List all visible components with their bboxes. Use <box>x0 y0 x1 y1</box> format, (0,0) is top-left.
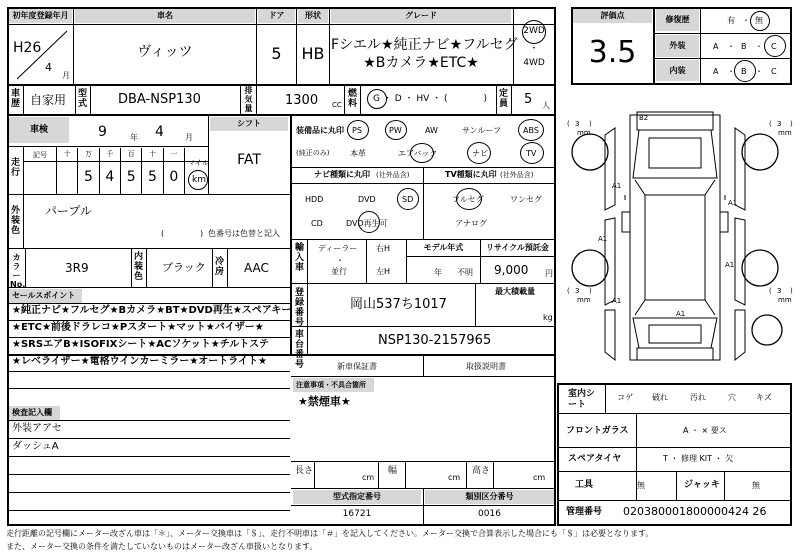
tire-open: ( <box>567 287 570 295</box>
color-note: 色番号は色替と記入 <box>208 229 280 238</box>
inspector-line: ダッシュA <box>12 441 59 452</box>
management-label: 管理番号 <box>566 507 603 517</box>
tire-unit: mm <box>577 296 591 304</box>
navi-sd: SD <box>402 195 414 204</box>
tire-close: ) <box>589 287 592 295</box>
drive-4wd: 4WD <box>523 58 545 68</box>
tire-depth: 3 <box>777 120 782 128</box>
ext-grade-dot: ・ <box>755 42 763 51</box>
color-note-paren-right: ) <box>200 229 204 238</box>
mileage-digit: 5 <box>148 169 157 185</box>
ext-grade-dot: ・ <box>727 42 735 51</box>
windshield-options: A ・ × 要ス <box>683 426 727 435</box>
interior-sheet-label: 室内シート <box>568 389 596 410</box>
equip-sunroof: サンルーフ <box>462 126 501 135</box>
mileage-digit-header: 万 <box>84 150 92 158</box>
type-no-label: 型式指定番号 <box>293 490 421 504</box>
tire-close: ) <box>589 120 592 128</box>
shift-label: シフト <box>210 117 288 131</box>
mileage-digit-col <box>164 148 185 194</box>
drive-dot: ・ <box>529 44 539 54</box>
tire-open: ( <box>769 120 772 128</box>
recycle-label: リサイクル預託金 <box>486 243 549 252</box>
interior-color-label: 内装色 <box>133 252 143 282</box>
import-parallel: 並行 <box>331 267 347 276</box>
capacity: 5 <box>524 92 533 107</box>
model-year-unit: 年 <box>434 268 442 277</box>
fuel-label: 燃料 <box>347 89 357 109</box>
damage-a1: A1 <box>728 199 738 207</box>
mileage-digit: 0 <box>169 169 179 185</box>
sheet-option: 汚れ <box>690 393 706 402</box>
class-no: 0016 <box>478 509 501 519</box>
navi-hdd: HDD <box>305 195 324 204</box>
tv-label: TV種類に丸印 <box>445 170 497 179</box>
jack-value: 無 <box>752 481 760 490</box>
car-name: ヴィッツ <box>137 44 193 60</box>
model-label: 型式 <box>77 89 87 109</box>
sheet-option: コゲ <box>617 393 633 402</box>
mileage-digit: 5 <box>126 169 136 185</box>
spare-tire-label: スペアタイヤ <box>568 454 622 464</box>
tire-close: ) <box>790 287 793 295</box>
recycle: 9,000 <box>494 263 529 277</box>
model-year-label: モデル年式 <box>423 243 464 252</box>
equip-airbag: エアバック <box>398 149 438 158</box>
model-year-unknown: 不明 <box>457 268 473 277</box>
inspector-line: 外装アアセ <box>12 423 62 434</box>
navi-dvd: DVD <box>358 195 376 204</box>
mileage-label: 走行 <box>10 158 20 178</box>
inspector-label: 検査記入欄 <box>9 406 60 420</box>
first-reg-month: 4 <box>45 61 52 74</box>
exterior-color: パープル <box>45 204 92 218</box>
int-grade-b: B <box>741 67 747 76</box>
tools-value: 無 <box>637 481 645 490</box>
jack-label: ジャッキ <box>684 480 720 490</box>
height-unit: cm <box>533 473 546 482</box>
equipment-sublabel: (純正のみ) <box>296 149 330 157</box>
color-no-label: カラーNo. <box>10 253 26 289</box>
tire-open: ( <box>567 120 570 128</box>
tv-oneseg: ワンセグ <box>510 195 542 204</box>
color-note-paren-left: ( <box>161 229 165 238</box>
navi-sublabel: (社外品含) <box>376 171 410 179</box>
notes-text: ★禁煙車★ <box>298 395 351 408</box>
tv-fullseg: フルセグ <box>452 195 484 204</box>
navi-dvd-play: DVD再生可 <box>346 219 388 228</box>
import-lh: 左H <box>376 267 391 276</box>
score: 3.5 <box>588 35 637 70</box>
equip-ps: PS <box>352 126 362 135</box>
spare-tire-options: T ・ 修理 KIT ・ 欠 <box>663 454 734 463</box>
new-warranty: 新車保証書 <box>337 362 377 371</box>
inspection-month: 4 <box>155 124 164 140</box>
shape: HB <box>301 44 325 63</box>
ext-grade-c: C <box>771 42 777 51</box>
tools-label: 工具 <box>575 480 594 490</box>
score-label: 評価点 <box>573 9 652 23</box>
chassis-label: 車台番号 <box>294 330 304 370</box>
sales-point-line: ★SRSエアB★ISOFIXシート★ACソケット★チルトステ <box>12 339 269 350</box>
mileage-digit: 5 <box>84 169 93 185</box>
tv-sublabel: (社外品含) <box>500 171 534 179</box>
equip-pw: PW <box>389 126 402 135</box>
equip-leather: 本革 <box>350 149 366 158</box>
class-no-label: 類別区分番号 <box>425 490 554 504</box>
plate: 岡山537ち1017 <box>350 297 447 312</box>
navi-label: ナビ種類に丸印 <box>314 170 370 179</box>
mileage-digit-col <box>78 148 99 194</box>
damage-a1: A1 <box>676 310 686 318</box>
footer-line2: また、メーター交換の条件を満たしていないものはメーター改ざん車扱いとなります。 <box>6 542 318 551</box>
usage-label: 車歴 <box>10 89 20 109</box>
equip-aw: AW <box>425 126 438 135</box>
max-load-unit: kg <box>543 313 553 322</box>
tire-depth: 3 <box>777 287 782 295</box>
shift: FAT <box>237 152 261 168</box>
import-rh: 右H <box>376 244 391 253</box>
height-label: 高さ <box>472 466 491 476</box>
tire-unit: mm <box>778 296 792 304</box>
tire-unit: mm <box>778 129 792 137</box>
ext-grade-a: A <box>713 42 719 51</box>
inspection-year-unit: 年 <box>130 133 138 142</box>
sales-point-line: ★純正ナビ★フルセグ★Bカメラ★BT★DVD再生★スペアキー <box>12 305 292 316</box>
equipment-label: 装備品に丸印 <box>296 126 344 135</box>
damage-a1: A1 <box>598 235 608 243</box>
length-label: 長さ <box>295 466 314 476</box>
width-label: 幅 <box>388 466 398 476</box>
exterior-grade-label: 外装 <box>656 35 699 57</box>
sheet-option: キズ <box>756 393 772 402</box>
inspection-year: 9 <box>98 124 107 140</box>
sales-point-line: ★ETC★前後ドラレコ★Pスタート★マット★バイザー★ <box>12 322 264 333</box>
manual: 取扱説明書 <box>466 362 506 371</box>
first-reg-header: 初年度登録年月 <box>9 9 72 23</box>
fuel-options: G ・ D ・ HV ・ ( ) <box>373 94 488 104</box>
import-dealer: ディーラー <box>318 244 358 253</box>
ext-grade-b: B <box>741 42 747 51</box>
navi-cd: CD <box>311 219 323 228</box>
type-no: 16721 <box>342 509 372 519</box>
model: DBA-NSP130 <box>118 92 201 107</box>
grade-line2: ★Bカメラ★ETC★ <box>363 55 479 71</box>
footer-line1: 走行距離の記号欄にメーター改ざん車は「＊」、メーター交換車は「＄」、走行不明車は「＃」を記入してください。メーター交換で合算表示した場合にも「＄」は必要となります。 <box>6 529 654 538</box>
drive-2wd: 2WD <box>523 26 545 36</box>
mileage-digit-col <box>142 148 163 194</box>
mileage-digits <box>57 148 185 194</box>
sheet-option: 破れ <box>652 393 668 402</box>
repair-label: 修復歴 <box>656 9 699 31</box>
usage: 自家用 <box>30 93 67 107</box>
sheet-option: 穴 <box>728 393 736 402</box>
length-unit: cm <box>362 473 375 482</box>
ac-label: 冷房 <box>214 257 224 277</box>
mileage-digit-header: 一 <box>170 150 178 158</box>
mileage-unit-km: km <box>192 175 206 185</box>
equip-navi: ナビ <box>472 149 488 158</box>
damage-b2: B2 <box>639 114 649 122</box>
import-dot: ・ <box>336 256 344 265</box>
damage-a1: A1 <box>612 182 622 190</box>
repair-option-yes: 有 <box>727 16 735 25</box>
mileage-digit-header: 十 <box>148 150 156 158</box>
doors: 5 <box>271 44 282 63</box>
inspection-label: 車検 <box>9 117 69 143</box>
displacement: 1300 <box>285 93 319 108</box>
mileage-digit-col <box>57 148 78 194</box>
grade-header: グレード <box>331 9 511 23</box>
car-name-header: 車名 <box>75 9 255 23</box>
first-reg-era: H26 <box>13 40 42 56</box>
doors-header: ドア <box>258 9 295 23</box>
mileage-digit-header: 十 <box>63 150 71 158</box>
tire-unit: mm <box>577 129 591 137</box>
tire-depth: 3 <box>575 287 580 295</box>
tire-open: ( <box>769 287 772 295</box>
grade-line1: Fシエル★純正ナビ★フルセグ <box>331 37 518 53</box>
import-label: 輸入車 <box>294 243 304 273</box>
first-reg-month-unit: 月 <box>62 71 70 80</box>
repair-option-no: 無 <box>755 16 763 25</box>
color-no: 3R9 <box>65 261 89 275</box>
int-grade-dot: ・ <box>755 67 763 76</box>
capacity-unit: 人 <box>542 101 550 110</box>
displacement-unit: CC <box>332 101 342 109</box>
tire-close: ) <box>790 120 793 128</box>
max-load-label: 最大積載量 <box>495 287 535 296</box>
shape-header: 形状 <box>298 9 328 23</box>
mileage-digit-col <box>100 148 121 194</box>
displacement-label: 排気量 <box>244 86 253 113</box>
sales-points-label: セールスポイント <box>9 289 82 303</box>
damage-a1: A1 <box>612 297 622 305</box>
equip-abs: ABS <box>523 126 539 135</box>
mileage-unit-mile: マイル <box>188 159 209 167</box>
plate-label: 登録番号 <box>294 288 304 328</box>
interior-color: ブラック <box>162 261 206 274</box>
mileage-digit-header: 百 <box>127 150 135 158</box>
mileage-digit-header: 千 <box>106 150 114 158</box>
sales-point-line: ★レベライザー★電格ウインカーミラー★オートライト★ <box>12 356 267 367</box>
interior-grade-label: 内装 <box>656 60 699 81</box>
tv-analog: アナログ <box>455 219 487 228</box>
exterior-color-label: 外装色 <box>10 206 20 236</box>
mileage-digit: 4 <box>105 169 115 185</box>
int-grade-c: C <box>771 67 777 76</box>
management-value: 020380001800000424 26 <box>623 505 767 518</box>
ac: AAC <box>244 261 269 275</box>
int-grade-dot: ・ <box>727 67 735 76</box>
int-grade-a: A <box>713 67 719 76</box>
mileage-digit-col <box>121 148 142 194</box>
repair-option-dot: ・ <box>742 16 750 25</box>
equip-tv: TV <box>526 149 537 158</box>
tire-depth: 3 <box>575 120 580 128</box>
damage-a1: A1 <box>725 261 735 269</box>
mileage-sign-label: 記号 <box>33 151 47 159</box>
inspection-month-unit: 月 <box>185 133 193 142</box>
windshield-label: フロントガラス <box>566 426 629 436</box>
capacity-label: 定員 <box>498 89 508 109</box>
recycle-unit: 円 <box>545 269 553 278</box>
chassis: NSP130-2157965 <box>378 333 492 348</box>
notes-label: 注意事項・不具合箇所 <box>293 378 374 392</box>
width-unit: cm <box>448 473 461 482</box>
